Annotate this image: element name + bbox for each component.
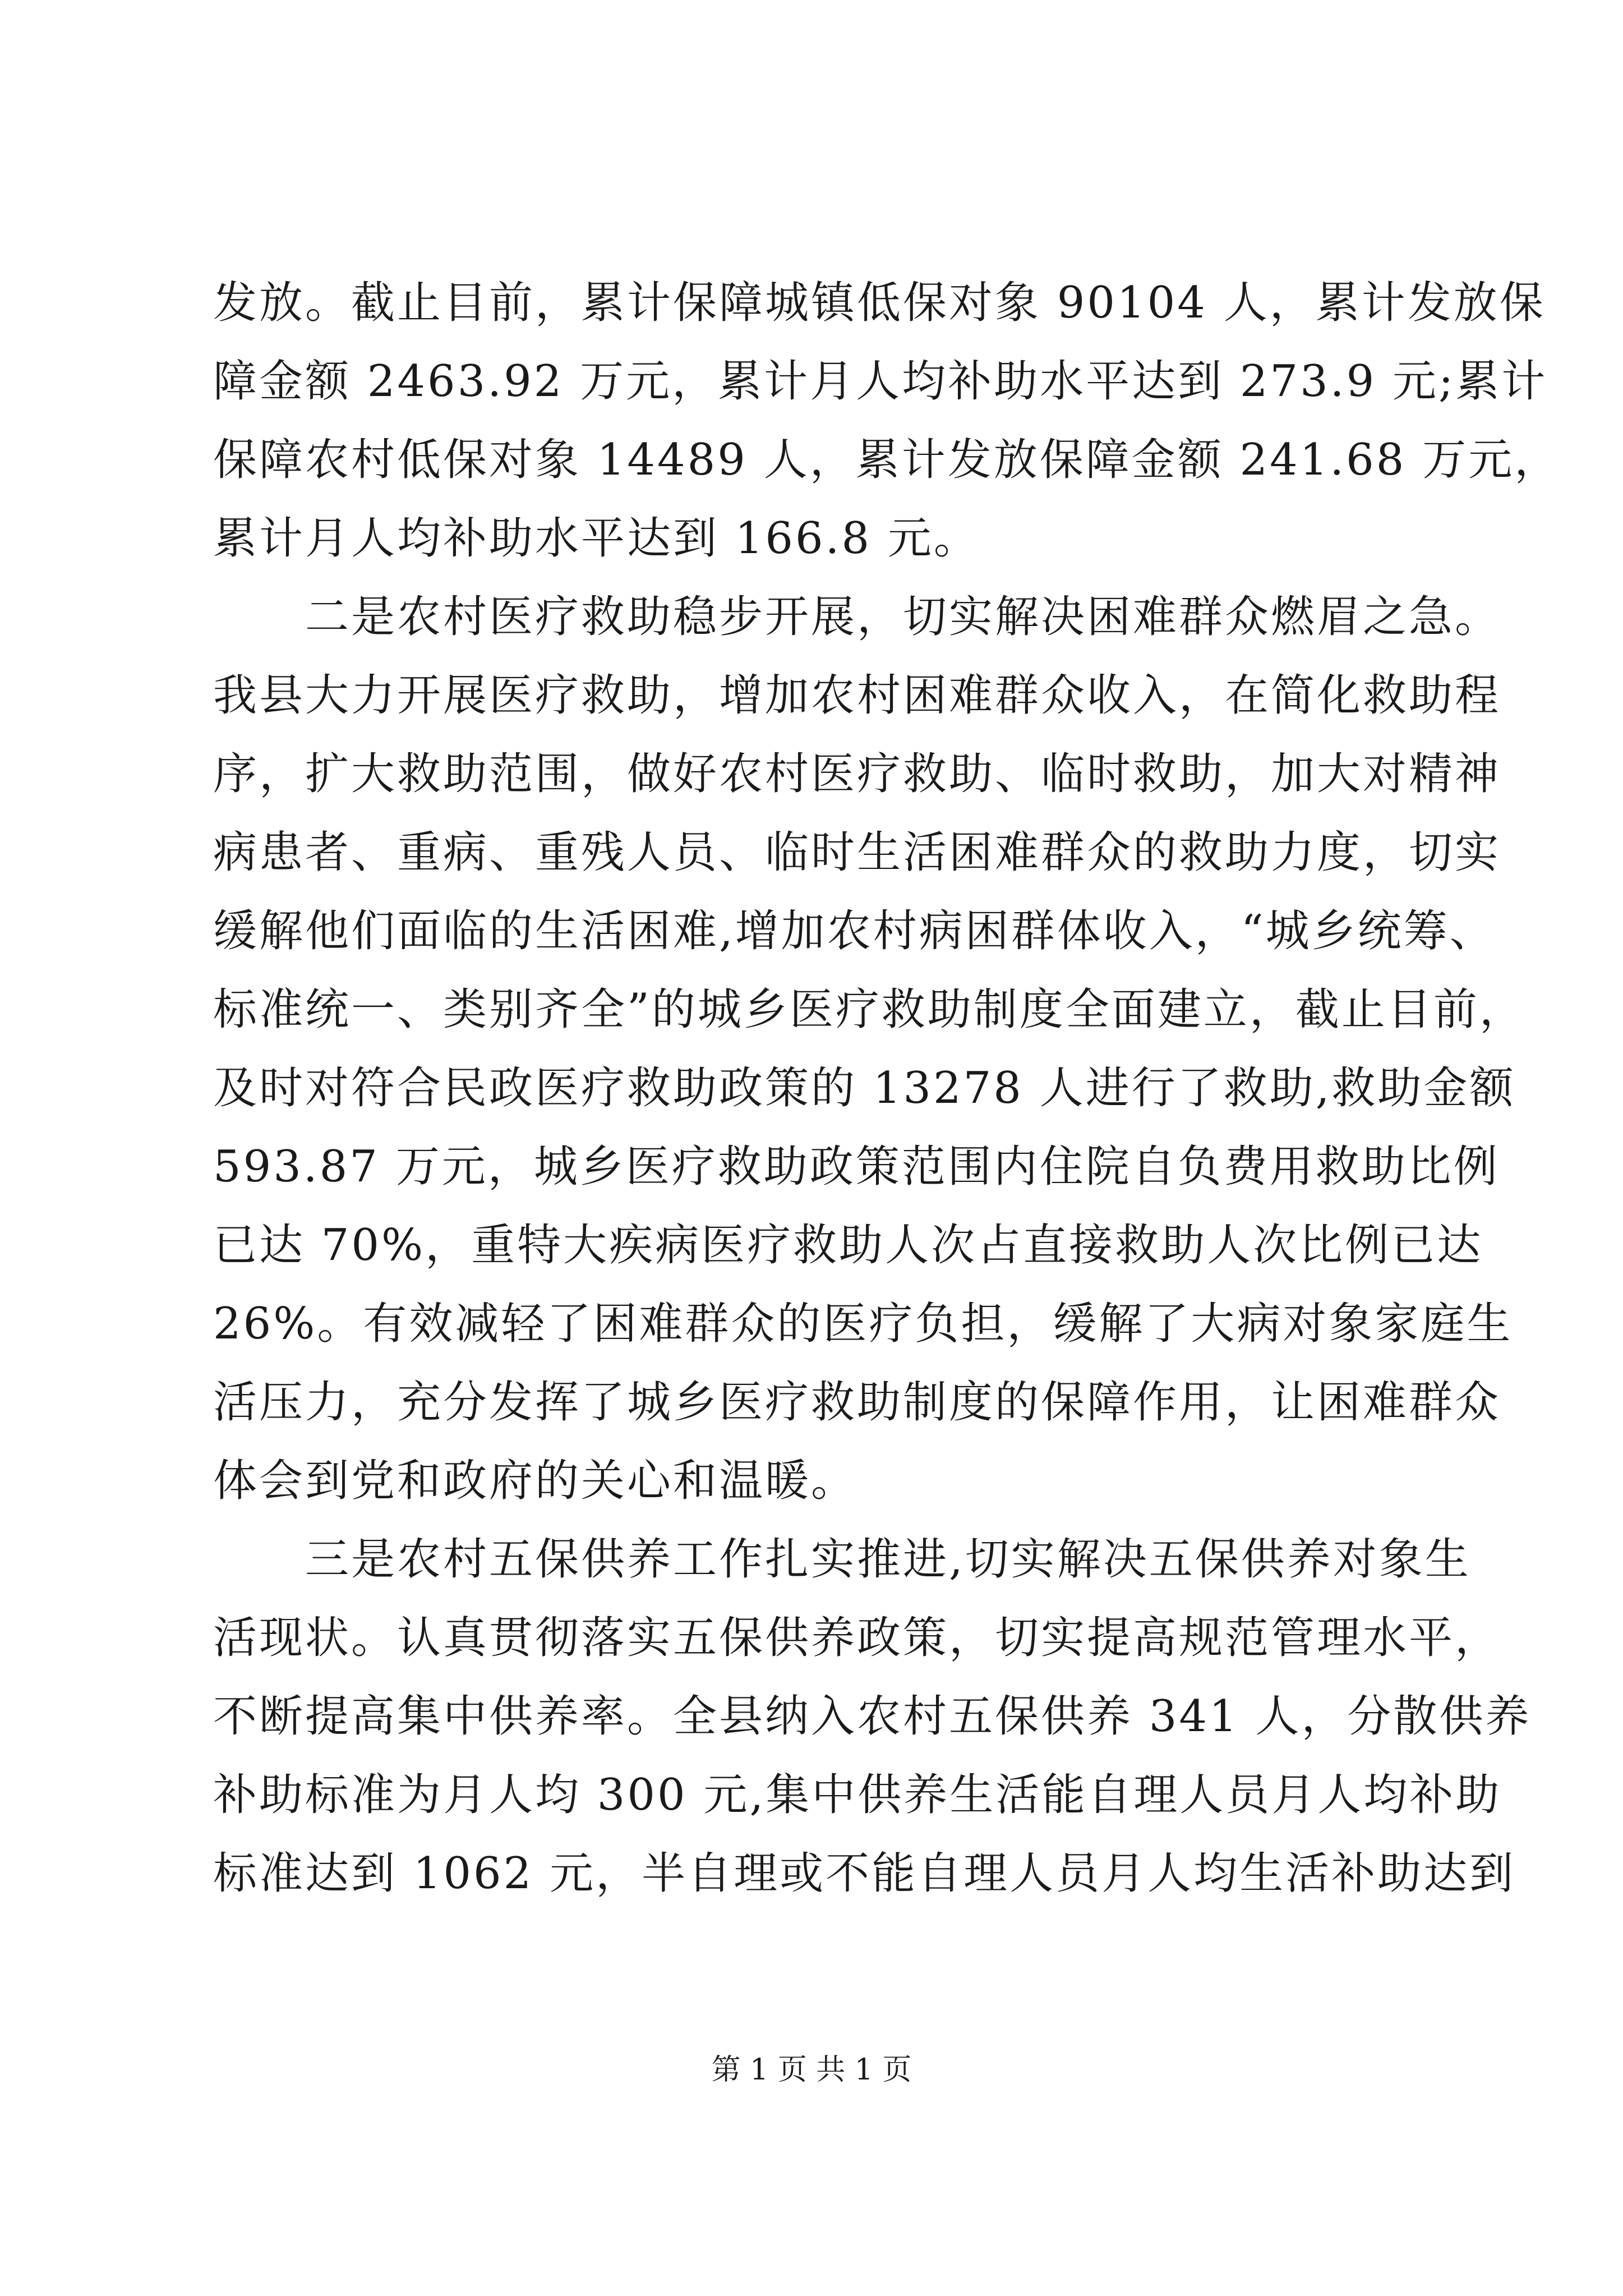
- text-line: 活现状。认真贯彻落实五保供养政策，切实提高规范管理水平，: [213, 1613, 1501, 1663]
- text-line: 标准统一、类别齐全”的城乡医疗救助制度全面建立，截止目前，: [213, 984, 1525, 1035]
- text-line: 累计月人均补助水平达到 166.8 元。: [213, 513, 980, 564]
- paragraph-1: [213, 264, 1561, 578]
- text-line: 缓解他们面临的生活困难,增加农村病困群体收入，“城乡统筹、: [213, 906, 1496, 956]
- text-line: 保障农村低保对象 14489 人，累计发放保障金额 241.68 万元，: [213, 435, 1561, 485]
- text-line: 补助标准为月人均 300 元,集中供养生活能自理人员月人均补助: [213, 1770, 1502, 1820]
- text-line: 二是农村医疗救助稳步开展，切实解决困难群众燃眉之急。: [305, 592, 1501, 642]
- paragraph-2: [213, 578, 1525, 1520]
- text-line: 标准达到 1062 元，半自理或不能自理人员月人均生活补助达到: [213, 1848, 1516, 1899]
- text-line: 序，扩大救助范围，做好农村医疗救助、临时救助，加大对精神: [213, 749, 1501, 799]
- text-line: 活压力，充分发挥了城乡医疗救助制度的保障作用，让困难群众: [213, 1377, 1501, 1428]
- text-line: 病患者、重病、重残人员、临时生活困难群众的救助力度，切实: [213, 827, 1501, 878]
- text-line: 我县大力开展医疗救助，增加农村困难群众收入，在简化救助程: [213, 670, 1501, 721]
- document-body: [213, 264, 1561, 1913]
- text-line: 不断提高集中供养率。全县纳入农村五保供养 341 人，分散供养: [213, 1691, 1532, 1742]
- text-line: 体会到党和政府的关心和温暖。: [213, 1456, 857, 1506]
- text-line: 及时对符合民政医疗救助政策的 13278 人进行了救助,救助金额: [213, 1063, 1516, 1114]
- text-line: 已达 70%，重特大疾病医疗救助人次占直接救助人次比例已达: [213, 1220, 1483, 1271]
- text-line: 26%。有效减轻了困难群众的医疗负担，缓解了大病对象家庭生: [213, 1299, 1513, 1349]
- text-line: 发放。截止目前，累计保障城镇低保对象 90104 人，累计发放保: [213, 278, 1546, 328]
- text-line: 三是农村五保供养工作扎实推进,切实解决五保供养对象生: [305, 1534, 1471, 1585]
- text-line: 障金额 2463.92 万元，累计月人均补助水平达到 273.9 元;累计: [213, 356, 1548, 407]
- text-line: 593.87 万元，城乡医疗救助政策范围内住院自负费用救助比例: [213, 1142, 1500, 1192]
- page-number-label: 第 1 页 共 1 页: [711, 2053, 912, 2087]
- page-footer: [0, 2050, 1623, 2090]
- paragraph-3: [213, 1520, 1532, 1913]
